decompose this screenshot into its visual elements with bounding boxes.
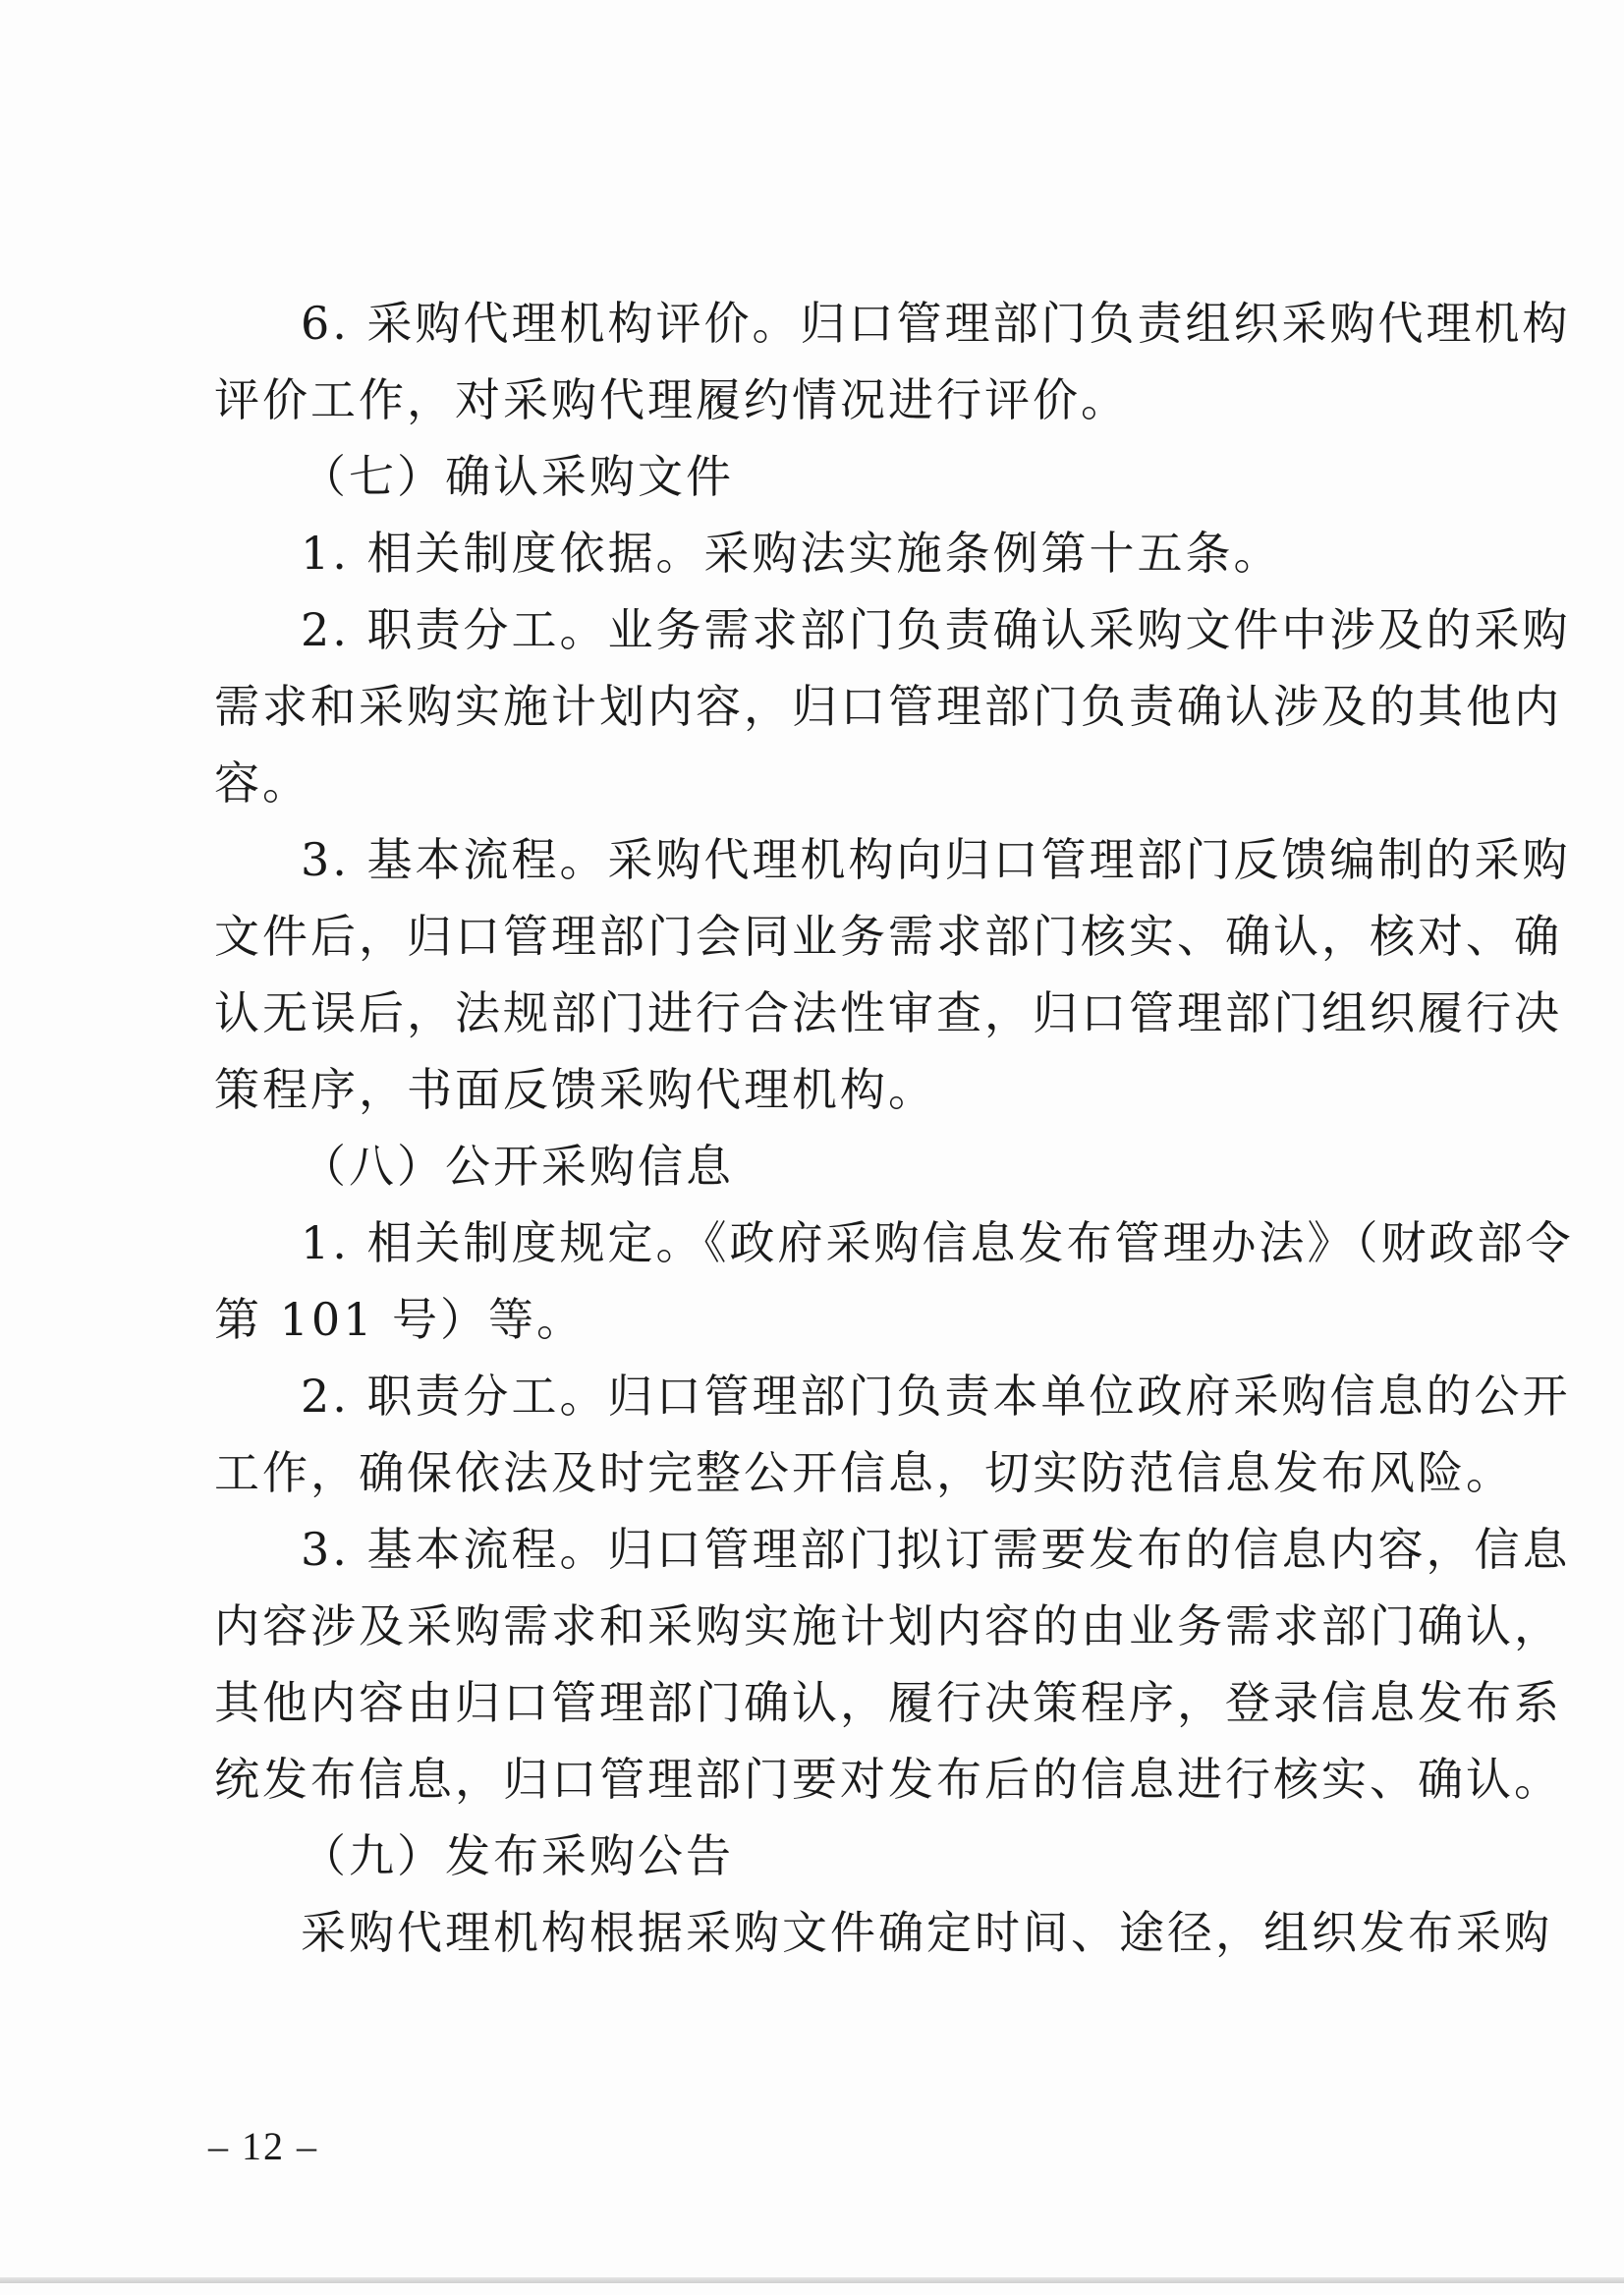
text-line: 1. 相关制度依据。采购法实施条例第十五条。 [301,527,1282,580]
text-line: 策程序，书面反馈采购代理机构。 [214,1063,936,1116]
text-line: 1. 相关制度规定。《政府采购信息发布管理办法》（财政部令 [301,1216,1574,1269]
text-line: 评价工作，对采购代理履约情况进行评价。 [214,373,1129,426]
section-heading: （八）公开采购信息 [301,1140,734,1193]
text-line: 认无误后，法规部门进行合法性审查，归口管理部门组织履行决 [214,986,1562,1039]
text-line: 文件后，归口管理部门会同业务需求部门核实、确认，核对、确 [214,910,1562,963]
text-line: 3. 基本流程。归口管理部门拟订需要发布的信息内容，信息 [301,1523,1571,1576]
text-line: 2. 职责分工。业务需求部门负责确认采购文件中涉及的采购 [301,603,1571,656]
section-heading: （九）发布采购公告 [301,1829,734,1882]
text-line: 需求和采购实施计划内容，归口管理部门负责确认涉及的其他内 [214,680,1562,733]
page-number: – 12 – [208,2124,318,2168]
text-line: 3. 基本流程。采购代理机构向归口管理部门反馈编制的采购 [301,833,1571,886]
text-line: 6. 采购代理机构评价。归口管理部门负责组织采购代理机构 [301,297,1571,350]
text-line: 内容涉及采购需求和采购实施计划内容的由业务需求部门确认， [214,1599,1562,1652]
text-line: 采购代理机构根据采购文件确定时间、途径，组织发布采购 [301,1906,1552,1959]
text-line: 统发布信息，归口管理部门要对发布后的信息进行核实、确认。 [214,1753,1562,1806]
text-line: 容。 [214,756,310,810]
body-text [214,285,1574,1971]
bottom-edge-divider [0,2277,1624,2283]
text-line: 其他内容由归口管理部门确认，履行决策程序，登录信息发布系 [214,1676,1562,1729]
section-heading: （七）确认采购文件 [301,450,734,503]
text-line: 2. 职责分工。归口管理部门负责本单位政府采购信息的公开 [301,1370,1571,1423]
text-line: 第 101 号）等。 [214,1293,586,1346]
text-line: 工作，确保依法及时完整公开信息，切实防范信息发布风险。 [214,1446,1514,1499]
